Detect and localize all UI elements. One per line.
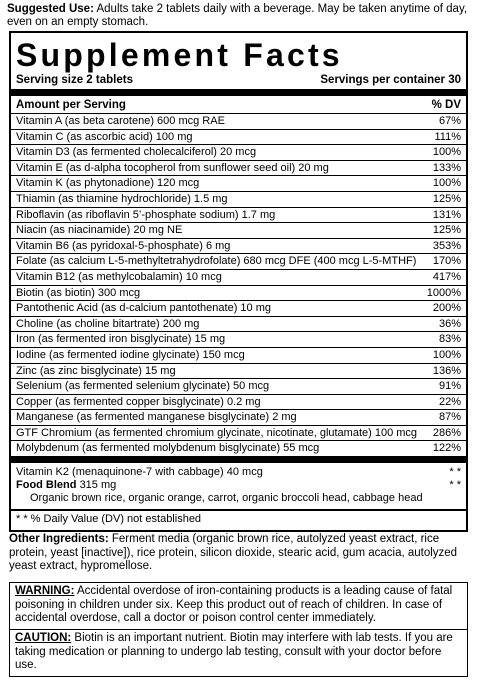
nutrient-name: Manganese (as fermented manganese bisglycinate) 2 mg [16,411,297,424]
warning-box [9,582,468,630]
caution-box [9,629,468,677]
vitamin-k2-name: Vitamin K2 (menaquinone-7 with cabbage) 40 mcg [16,466,263,479]
facts-title: Supplement Facts [16,37,343,73]
header-dv: % DV [431,99,461,111]
food-blend-row [16,479,461,492]
nutrient-dv: 122% [432,442,461,455]
food-blend-label: Food Blend [16,479,77,492]
nutrient-dv: 200% [432,302,461,315]
food-blend-ingredients: Organic brown rice, organic orange, carrot, organic broccoli head, cabbage head [30,492,423,505]
nutrient-dv: 36% [438,317,461,330]
nutrient-name: Riboflavin (as riboflavin 5’-phosphate sodium) 1.7 mg [16,208,276,221]
nutrient-row [11,410,466,426]
nutrient-row [11,176,466,192]
nutrient-name: Vitamin C (as ascorbic acid) 100 mg [16,130,193,143]
dv-footnote: * * % Daily Value (DV) not established [11,509,466,530]
other-ingredients [9,533,471,574]
nutrient-row [11,301,466,317]
nutrient-dv: 100% [432,146,461,159]
nutrient-dv: 133% [432,161,461,174]
nutrient-row [11,348,466,364]
header-amount: Amount per Serving [16,99,126,111]
nutrient-name: Vitamin A (as beta carotene) 600 mcg RAE [16,115,225,127]
nutrient-name: Selenium (as fermented selenium glycinate) 50 mcg [16,380,270,393]
nutrient-rows [11,114,466,456]
nutrient-dv: 91% [438,380,461,393]
nutrient-name: Vitamin D3 (as fermented cholecalciferol) 20 mcg [16,146,257,159]
nutrient-name: Iodine (as fermented iodine glycinate) 150 mcg [16,348,245,361]
nutrient-row [11,286,466,302]
nutrient-name: Thiamin (as thiamine hydrochloride) 1.5 mg [16,192,228,205]
suggested-use-label: Suggested Use: [7,3,94,15]
nutrient-row [11,239,466,255]
nutrient-dv: 111% [434,130,461,143]
food-blend-name [16,479,116,492]
nutrient-row [11,208,466,224]
nutrient-dv: 125% [432,192,461,205]
warning-text: Accidental overdose of iron-containing products is a leading cause of fatal poisoning in children under six. Keep this product out of reach of children. In case of accidental overdose, call a doctor or poison control center immediately. [15,585,453,624]
nutrient-name: GTF Chromium (as fermented chromium glycinate, nicotinate, glutamate) 100 mcg [16,426,418,439]
nutrient-dv: 131% [432,208,461,221]
thick-divider [11,456,466,463]
facts-header [11,96,466,114]
nutrient-dv: 353% [432,239,461,252]
nutrient-dv: 87% [438,411,461,424]
nutrient-row [11,441,466,456]
nutrient-dv: 100% [432,177,461,190]
servings-per-container: Servings per container 30 [320,74,461,86]
food-blend-dv: * * [449,479,461,492]
nutrient-name: Iron (as fermented iron bisglycinate) 15 mg [16,333,226,346]
nutrient-row [11,114,466,130]
nutrient-name: Pantothenic Acid (as d-calcium pantothenate) 10 mg [16,302,271,315]
warning-label: WARNING: [15,585,75,597]
caution-text: Biotin is an important nutrient. Biotin may interfere with lab tests. If you are taking medication or planning to undergo lab testing, consult with your doctor before use. [15,632,453,671]
nutrient-row [11,379,466,395]
nutrient-dv: 286% [432,426,461,439]
suggested-use [7,3,473,29]
other-ingredients-text: Ferment media (organic brown rice, autolyzed yeast extract, rice protein, yeast [inactive]), rice protein, silicon dioxide, stearic acid, gum acacia, autolyzed yeast extract, hypromellose. [9,533,458,572]
nutrient-dv: 22% [438,395,461,408]
serving-info [11,71,466,89]
nutrient-dv: 417% [432,270,461,283]
other-ingredients-label: Other Ingredients: [9,533,109,545]
nutrient-name: Choline (as choline bitartrate) 200 mg [16,317,200,330]
serving-size: Serving size 2 tablets [16,74,133,86]
nutrient-row [11,332,466,348]
caution-label: CAUTION: [15,632,72,644]
nutrient-row [11,192,466,208]
nutrient-name: Molybdenum (as fermented molybdenum bisglycinate) 55 mcg [16,442,320,455]
nutrient-name: Biotin (as biotin) 300 mcg [16,286,141,299]
nutrient-row [11,395,466,411]
nutrient-dv: 1000% [426,286,461,299]
nutrient-name: Vitamin B12 (as methylcobalamin) 10 mcg [16,270,222,283]
nutrient-row [11,223,466,239]
nutrient-row [11,270,466,286]
nutrient-name: Vitamin K (as phytonadione) 120 mcg [16,177,200,190]
nutrient-dv: 125% [432,224,461,237]
nutrient-row [11,364,466,380]
nutrient-dv: 100% [432,348,461,361]
supplement-facts-panel [9,31,468,532]
nutrient-name: Copper (as fermented copper bisglycinate) 0.2 mg [16,395,261,408]
nutrient-name: Folate (as calcium L-5-methyltetrahydrofolate) 680 mcg DFE (400 mcg L-5-MTHF) [16,255,417,268]
nutrient-row [11,317,466,333]
vitamin-k2-row [16,466,461,479]
vitamin-k2-dv: * * [449,466,461,479]
nutrient-dv: 170% [432,255,461,268]
thick-divider [11,89,466,96]
extra-ingredients [11,463,466,509]
nutrient-dv: 67% [438,115,461,127]
food-blend-amount: 315 mg [79,479,117,492]
nutrient-row [11,254,466,270]
suggested-use-text: Adults take 2 tablets daily with a beverage. May be taken anytime of day, even on an empty stomach. [7,3,468,28]
nutrient-name: Niacin (as niacinamide) 20 mg NE [16,224,183,237]
nutrient-dv: 136% [432,364,461,377]
nutrient-row [11,426,466,442]
nutrient-row [11,145,466,161]
nutrient-row [11,130,466,146]
nutrient-dv: 83% [438,333,461,346]
nutrient-name: Vitamin B6 (as pyridoxal-5-phosphate) 6 mg [16,239,231,252]
nutrient-name: Vitamin E (as d-alpha tocopherol from sunflower seed oil) 20 mg [16,161,329,174]
nutrient-name: Zinc (as zinc bisglycinate) 15 mg [16,364,176,377]
nutrient-row [11,161,466,177]
